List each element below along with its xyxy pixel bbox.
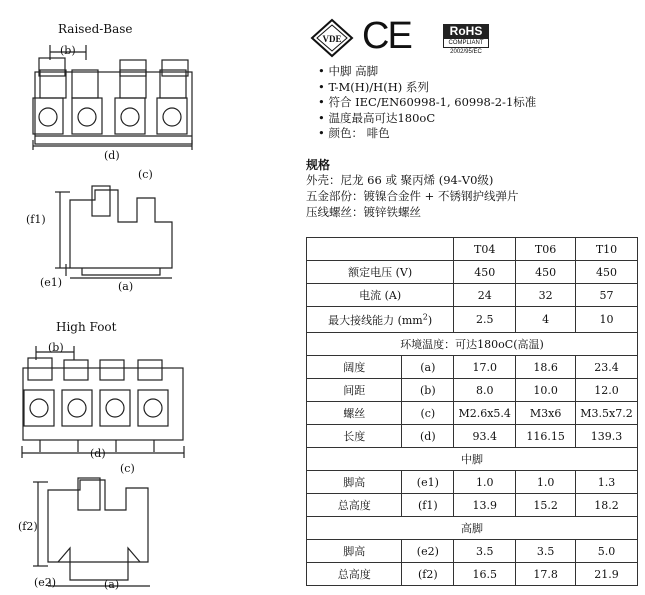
- label-a-raised: (a): [118, 280, 134, 293]
- table-cell: 1.0: [516, 471, 576, 494]
- rohs-code: 2002/95/EC: [450, 49, 482, 55]
- table-cell: 10.0: [516, 379, 576, 402]
- label-a-high: (a): [104, 578, 120, 591]
- table-section-row: [307, 448, 638, 471]
- table-row: [307, 402, 638, 425]
- table-row: [307, 425, 638, 448]
- table-cell: 脚高: [307, 540, 402, 563]
- table-cell: 3.5: [454, 540, 516, 563]
- spec-title: 规格: [306, 158, 331, 172]
- table-cell: 18.6: [516, 356, 576, 379]
- row-label: 额定电压 (V): [307, 261, 454, 284]
- header-cell: T06: [516, 238, 576, 261]
- technical-drawings: [0, 0, 300, 595]
- table-cell: 139.3: [576, 425, 638, 448]
- table-cell: 21.9: [576, 563, 638, 586]
- table-cell: 17.0: [454, 356, 516, 379]
- table-cell: (f2): [402, 563, 454, 586]
- table-cell: 12.0: [576, 379, 638, 402]
- label-f1: (f1): [26, 213, 46, 226]
- table-cell: M3x6: [516, 402, 576, 425]
- table-cell: 总高度: [307, 494, 402, 517]
- label-b-raised: (b): [60, 44, 76, 57]
- label-d-raised: (d): [104, 149, 120, 162]
- table-cell: 螺丝: [307, 402, 402, 425]
- table-cell: 4: [516, 307, 576, 333]
- table-cell: 450: [516, 261, 576, 284]
- table-cell: 18.2: [576, 494, 638, 517]
- label-e2: (e2): [34, 576, 57, 589]
- feature-item: • 颜色： 啡色: [318, 126, 536, 142]
- spec-table: [306, 237, 638, 586]
- table-cell: 16.5: [454, 563, 516, 586]
- high-side-view: [33, 478, 150, 586]
- vde-text: VDE: [322, 34, 342, 44]
- high-foot-section: 高脚: [307, 517, 638, 540]
- table-row: [307, 471, 638, 494]
- table-cell: 15.2: [516, 494, 576, 517]
- table-cell: (f1): [402, 494, 454, 517]
- table-cell: (d): [402, 425, 454, 448]
- table-cell: (a): [402, 356, 454, 379]
- high-foot-title: High Foot: [56, 320, 117, 334]
- ce-mark: CE: [362, 15, 411, 57]
- table-section-row: [307, 333, 638, 356]
- vde-logo: [310, 18, 354, 58]
- table-cell: 5.0: [576, 540, 638, 563]
- spec-line: 压线螺丝：镀锌铁螺丝: [306, 205, 421, 219]
- env-row: 环境温度：可达180oC(高温): [307, 333, 638, 356]
- row-label: 最大接线能力 $(mm^2)$: [307, 307, 454, 333]
- table-cell: (c): [402, 402, 454, 425]
- feature-list: [318, 64, 536, 142]
- table-cell: 116.15: [516, 425, 576, 448]
- table-cell: 57: [576, 284, 638, 307]
- table-row: [307, 261, 638, 284]
- rohs-text: RoHS: [443, 24, 489, 38]
- table-row: [307, 379, 638, 402]
- table-section-row: [307, 517, 638, 540]
- row-label: 电流 (A): [307, 284, 454, 307]
- raised-base-title: Raised-Base: [58, 22, 133, 36]
- table-cell: 93.4: [454, 425, 516, 448]
- table-cell: 间距: [307, 379, 402, 402]
- table-cell: 1.3: [576, 471, 638, 494]
- table-cell: 17.8: [516, 563, 576, 586]
- raised-side-view: [55, 186, 172, 278]
- table-cell: 长度: [307, 425, 402, 448]
- spec-line: 外壳：尼龙 66 或 聚丙烯 (94-V0级): [306, 173, 494, 187]
- table-cell: 总高度: [307, 563, 402, 586]
- table-row: [307, 563, 638, 586]
- header-cell: T10: [576, 238, 638, 261]
- table-cell: 8.0: [454, 379, 516, 402]
- label-f2: (f2): [18, 520, 38, 533]
- label-e1: (e1): [40, 276, 63, 289]
- header-cell: T04: [454, 238, 516, 261]
- table-cell: 1.0: [454, 471, 516, 494]
- label-c-high: (c): [120, 462, 135, 475]
- table-cell: 23.4: [576, 356, 638, 379]
- table-cell: M2.6x5.4: [454, 402, 516, 425]
- high-top-view: [23, 358, 183, 452]
- table-cell: 脚高: [307, 471, 402, 494]
- feature-item: • 温度最高可达180oC: [318, 111, 536, 127]
- table-cell: [307, 238, 454, 261]
- feature-item: • 中脚 高脚: [318, 64, 536, 80]
- table-cell: 450: [454, 261, 516, 284]
- table-row: [307, 284, 638, 307]
- label-d-high: (d): [90, 447, 106, 460]
- table-cell: 阔度: [307, 356, 402, 379]
- table-cell: (e1): [402, 471, 454, 494]
- table-row: [307, 307, 638, 333]
- table-cell: 32: [516, 284, 576, 307]
- label-c-raised: (c): [138, 168, 153, 181]
- table-row: [307, 494, 638, 517]
- rohs-sub: COMPLIANT: [443, 38, 489, 48]
- table-cell: 3.5: [516, 540, 576, 563]
- table-cell: M3.5x7.2: [576, 402, 638, 425]
- table-cell: 13.9: [454, 494, 516, 517]
- table-row: [307, 356, 638, 379]
- table-cell: 2.5: [454, 307, 516, 333]
- table-cell: (b): [402, 379, 454, 402]
- table-cell: 450: [576, 261, 638, 284]
- label-b-high: (b): [48, 341, 64, 354]
- raised-top-view: [33, 58, 192, 144]
- spec-line: 五金部份：镀镍合金件 + 不锈钢护线弹片: [306, 189, 519, 203]
- table-header-row: [307, 238, 638, 261]
- feature-item: • T-M(H)/H(H) 系列: [318, 80, 536, 96]
- feature-item: • 符合 IEC/EN60998-1, 60998-2-1标准: [318, 95, 536, 111]
- table-row: [307, 540, 638, 563]
- table-cell: 10: [576, 307, 638, 333]
- table-cell: (e2): [402, 540, 454, 563]
- mid-foot-title: 中脚: [307, 448, 638, 471]
- rohs-logo: [443, 24, 489, 56]
- table-cell: 24: [454, 284, 516, 307]
